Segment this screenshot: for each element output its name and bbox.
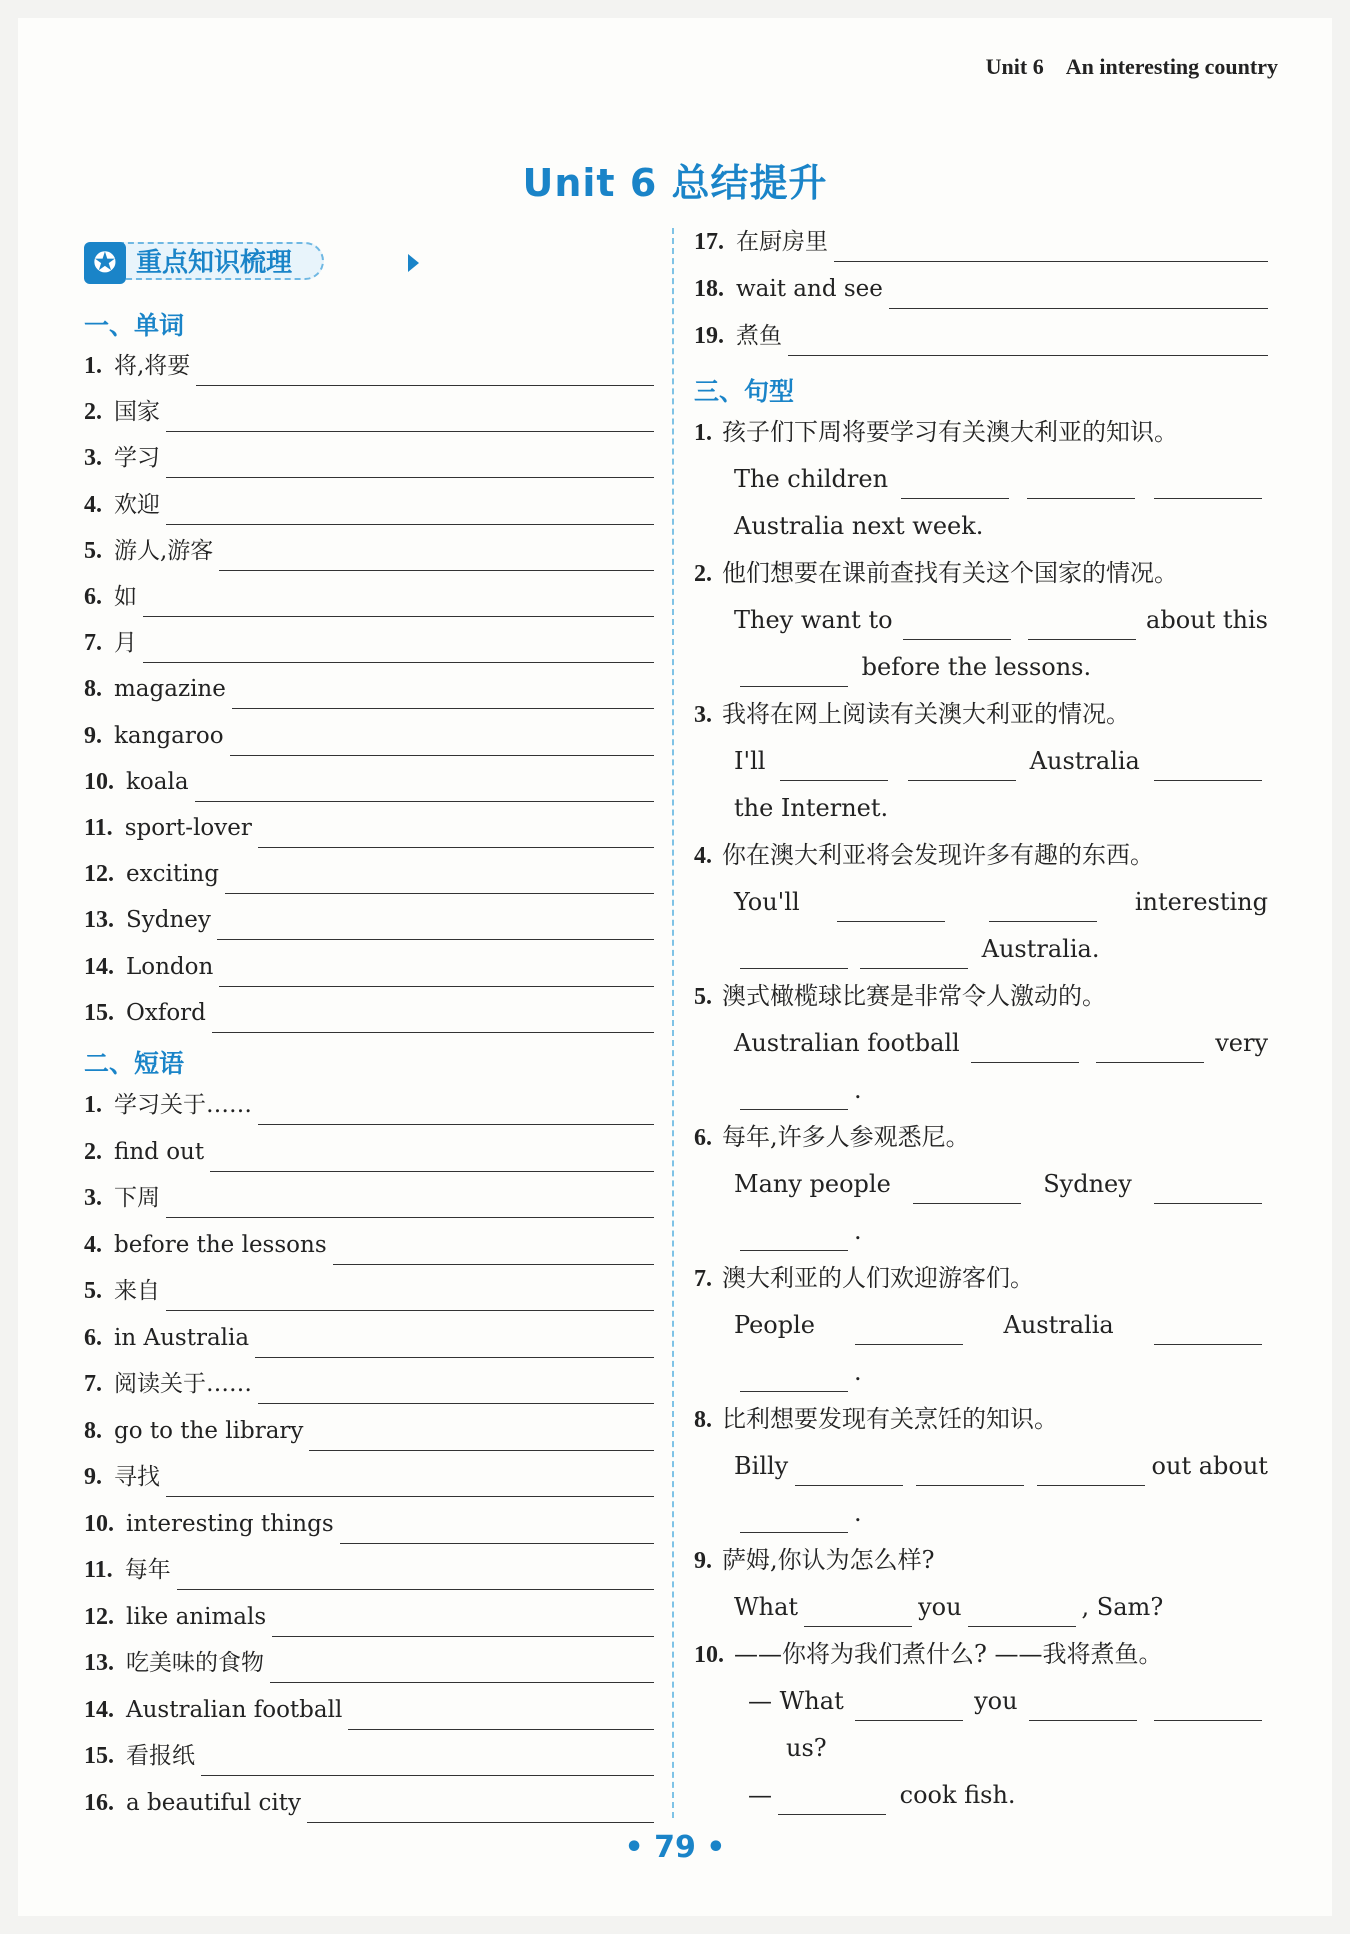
answer-blank[interactable] xyxy=(166,447,654,478)
page-title: Unit 6 总结提升 xyxy=(522,161,828,205)
fill-in-item xyxy=(84,1457,654,1497)
sentence-prompt: 澳式橄榄球比赛是非常令人激动的。 xyxy=(722,982,1106,1010)
answer-blank[interactable] xyxy=(143,632,654,663)
sentence-line xyxy=(694,1634,1163,1674)
answer-blank[interactable] xyxy=(255,1327,654,1358)
answer-blank[interactable] xyxy=(166,1466,654,1497)
answer-blank[interactable] xyxy=(212,1002,654,1033)
answer-blank[interactable] xyxy=(855,1692,963,1721)
sentence-line xyxy=(694,1540,935,1580)
item-number: 4. xyxy=(84,491,102,518)
sentence-text: You'll xyxy=(734,888,800,916)
answer-blank[interactable] xyxy=(855,1316,963,1345)
fill-in-item xyxy=(84,1271,654,1311)
answer-blank[interactable] xyxy=(270,1652,654,1683)
sentence-text: Australia xyxy=(1029,747,1140,775)
answer-blank[interactable] xyxy=(195,771,654,802)
sentence-text: . xyxy=(854,1358,862,1386)
item-number: 15. xyxy=(84,999,114,1026)
sentence-text: Many people xyxy=(734,1170,891,1198)
section-heading: 三、句型 xyxy=(694,377,795,406)
sentence-line xyxy=(734,1023,1268,1063)
answer-blank[interactable] xyxy=(834,231,1268,262)
fill-in-item xyxy=(84,577,654,617)
sentence-text: They want to xyxy=(734,606,893,634)
answer-blank[interactable] xyxy=(1037,1457,1145,1486)
item-prompt: 寻找 xyxy=(114,1464,160,1490)
answer-blank[interactable] xyxy=(916,1457,1024,1486)
item-prompt: go to the library xyxy=(114,1417,304,1444)
answer-blank[interactable] xyxy=(177,1559,654,1590)
item-prompt: magazine xyxy=(114,676,226,703)
fill-in-item xyxy=(84,1736,654,1776)
item-number: 10. xyxy=(84,768,114,795)
item-prompt: 来自 xyxy=(114,1278,160,1304)
item-number: 10. xyxy=(694,1642,724,1668)
answer-blank[interactable] xyxy=(740,1363,848,1392)
item-prompt: London xyxy=(126,953,214,980)
answer-blank[interactable] xyxy=(201,1745,654,1776)
sentence-line xyxy=(734,1587,1163,1627)
answer-blank[interactable] xyxy=(219,956,654,987)
sentence-line xyxy=(734,1305,1268,1345)
fill-in-item xyxy=(84,1085,654,1125)
answer-blank[interactable] xyxy=(1154,470,1262,499)
item-number: 12. xyxy=(84,1603,114,1630)
sentence-line xyxy=(734,459,1268,499)
item-prompt: before the lessons xyxy=(114,1231,327,1258)
item-number: 4. xyxy=(84,1231,102,1258)
item-prompt: sport-lover xyxy=(124,815,252,841)
fill-in-item xyxy=(84,485,654,525)
fill-in-item xyxy=(694,269,1268,309)
item-prompt: 如 xyxy=(114,584,137,610)
fill-in-item xyxy=(84,1318,654,1358)
sentence-text: The children xyxy=(734,465,889,493)
item-prompt: Sydney xyxy=(126,907,211,934)
sentence-text: interesting xyxy=(1134,888,1268,916)
item-number: 10. xyxy=(84,1510,114,1537)
fill-in-item xyxy=(84,808,654,848)
item-number: 3. xyxy=(84,1185,102,1211)
sentence-text: — What xyxy=(748,1687,844,1715)
answer-blank[interactable] xyxy=(1154,1692,1262,1721)
fill-in-item xyxy=(84,392,654,432)
fill-in-item xyxy=(84,669,654,709)
sentence-prompt: ——你将为我们煮什么? ——我将煮鱼。 xyxy=(734,1640,1163,1668)
item-prompt: like animals xyxy=(126,1603,267,1630)
item-prompt: 煮鱼 xyxy=(736,323,782,349)
sentence-line xyxy=(694,976,1106,1016)
sentence-text: Billy xyxy=(734,1452,789,1480)
answer-blank[interactable] xyxy=(1154,1175,1262,1204)
header-topic: An interesting country xyxy=(1065,54,1278,79)
item-prompt: koala xyxy=(126,768,189,795)
running-header xyxy=(986,54,1278,80)
sentence-line xyxy=(694,1399,1058,1439)
sentence-prompt: 比利想要发现有关烹饪的知识。 xyxy=(722,1405,1058,1433)
page-number: • 79 • xyxy=(624,1830,726,1865)
item-number: 15. xyxy=(84,1743,114,1769)
item-prompt: 欢迎 xyxy=(114,491,160,518)
sentence-line xyxy=(734,600,1268,640)
sentence-line xyxy=(694,694,1130,734)
fill-in-item xyxy=(84,1364,654,1404)
sentence-text: . xyxy=(854,1076,862,1104)
answer-blank[interactable] xyxy=(740,1504,848,1533)
fill-in-item xyxy=(84,993,654,1033)
answer-blank[interactable] xyxy=(804,1598,912,1627)
sentence-text: Australia xyxy=(1003,1311,1114,1339)
item-prompt: 学习关于…… xyxy=(114,1092,252,1118)
section-banner xyxy=(84,242,334,284)
item-number: 2. xyxy=(84,399,102,426)
answer-blank[interactable] xyxy=(258,817,654,848)
item-number: 5. xyxy=(694,984,712,1010)
section-heading: 二、短语 xyxy=(84,1049,185,1078)
answer-blank[interactable] xyxy=(788,325,1268,356)
sentence-prompt: 我将在网上阅读有关澳大利亚的情况。 xyxy=(722,700,1130,728)
item-prompt: 下周 xyxy=(114,1185,160,1211)
answer-blank[interactable] xyxy=(166,494,654,525)
fill-in-item xyxy=(84,1690,654,1730)
answer-blank[interactable] xyxy=(166,1187,654,1218)
item-prompt: wait and see xyxy=(736,276,883,302)
item-prompt: a beautiful city xyxy=(126,1789,301,1816)
answer-blank[interactable] xyxy=(989,893,1097,922)
sentence-prompt: 每年,许多人参观悉尼。 xyxy=(722,1123,970,1151)
answer-blank[interactable] xyxy=(740,940,848,969)
sentence-line xyxy=(734,1070,862,1110)
fill-in-item xyxy=(84,531,654,571)
sentence-line xyxy=(694,835,1154,875)
item-prompt: 看报纸 xyxy=(126,1743,195,1769)
answer-blank[interactable] xyxy=(1029,1692,1137,1721)
fill-in-item xyxy=(84,900,654,940)
item-number: 11. xyxy=(84,815,113,841)
item-number: 9. xyxy=(84,722,102,749)
item-prompt: 在厨房里 xyxy=(736,229,828,255)
answer-blank[interactable] xyxy=(230,725,654,756)
item-number: 12. xyxy=(84,861,114,888)
header-unit: Unit 6 xyxy=(985,54,1044,79)
answer-blank[interactable] xyxy=(837,893,945,922)
item-number: 3. xyxy=(694,702,712,728)
sentence-line xyxy=(734,506,983,546)
answer-blank[interactable] xyxy=(1028,611,1136,640)
item-number: 17. xyxy=(694,229,724,255)
item-number: 1. xyxy=(694,420,712,446)
item-number: 9. xyxy=(694,1548,712,1574)
item-number: 1. xyxy=(84,1092,102,1118)
item-prompt: 月 xyxy=(114,630,137,657)
answer-blank[interactable] xyxy=(778,1786,886,1815)
sentence-line xyxy=(734,882,1268,922)
answer-blank[interactable] xyxy=(901,470,1009,499)
answer-blank[interactable] xyxy=(740,658,848,687)
sentence-text: the Internet. xyxy=(734,794,889,822)
answer-blank[interactable] xyxy=(166,1280,654,1311)
fill-in-item xyxy=(694,222,1268,262)
sentence-line xyxy=(694,1258,1034,1298)
sentence-line xyxy=(734,1164,1268,1204)
item-number: 8. xyxy=(84,1417,102,1444)
answer-blank[interactable] xyxy=(143,586,654,617)
answer-blank[interactable] xyxy=(217,909,654,940)
fill-in-item xyxy=(84,1178,654,1218)
answer-blank[interactable] xyxy=(1096,1034,1204,1063)
fill-in-item xyxy=(84,1504,654,1544)
fill-in-item xyxy=(84,1550,654,1590)
item-number: 4. xyxy=(694,843,712,869)
item-number: 5. xyxy=(84,1278,102,1304)
item-number: 7. xyxy=(84,1371,102,1397)
sentence-prompt: 你在澳大利亚将会发现许多有趣的东西。 xyxy=(722,841,1154,869)
fill-in-item xyxy=(84,762,654,802)
sentence-text: you xyxy=(918,1593,962,1621)
item-number: 3. xyxy=(84,445,102,472)
sentence-text: — xyxy=(748,1781,772,1809)
sentence-line xyxy=(694,553,1178,593)
item-number: 18. xyxy=(694,276,724,302)
fill-in-item xyxy=(84,623,654,663)
sentence-line xyxy=(734,1446,1268,1486)
fill-in-item xyxy=(84,1411,654,1451)
fill-in-item xyxy=(694,316,1268,356)
answer-blank[interactable] xyxy=(740,1081,848,1110)
sentence-text: cook fish. xyxy=(892,1781,1016,1809)
sentence-prompt: 澳大利亚的人们欢迎游客们。 xyxy=(722,1264,1034,1292)
sentence-prompt: 孩子们下周将要学习有关澳大利亚的知识。 xyxy=(722,418,1178,446)
star-icon: ✪ xyxy=(84,242,126,284)
answer-blank[interactable] xyxy=(740,1222,848,1251)
fill-in-item xyxy=(84,1225,654,1265)
item-number: 8. xyxy=(694,1407,712,1433)
column-divider xyxy=(672,228,674,1818)
sentence-text: . xyxy=(854,1499,862,1527)
item-prompt: in Australia xyxy=(114,1324,250,1351)
item-prompt: Oxford xyxy=(126,999,206,1026)
item-number: 1. xyxy=(84,353,102,379)
fill-in-item xyxy=(84,1597,654,1637)
item-prompt: 游人,游客 xyxy=(114,537,214,564)
item-number: 7. xyxy=(694,1266,712,1292)
item-number: 2. xyxy=(694,561,712,587)
item-number: 14. xyxy=(84,953,114,980)
item-prompt: 学习 xyxy=(114,445,160,472)
sentence-line xyxy=(748,1681,1268,1721)
item-number: 19. xyxy=(694,323,724,349)
answer-blank[interactable] xyxy=(225,863,654,894)
sentence-text: out about xyxy=(1151,1452,1268,1480)
answer-blank[interactable] xyxy=(1027,470,1135,499)
sentence-line xyxy=(734,929,1099,969)
answer-blank[interactable] xyxy=(307,1792,654,1823)
answer-blank[interactable] xyxy=(913,1175,1021,1204)
sentence-text: I'll xyxy=(734,747,766,775)
item-prompt: kangaroo xyxy=(114,722,224,749)
item-prompt: 阅读关于…… xyxy=(114,1371,252,1397)
answer-blank[interactable] xyxy=(971,1034,1079,1063)
answer-blank[interactable] xyxy=(795,1457,903,1486)
fill-in-item xyxy=(84,716,654,756)
sentence-text: Sydney xyxy=(1043,1170,1132,1198)
item-prompt: interesting things xyxy=(126,1510,334,1537)
sentence-text: People xyxy=(734,1311,815,1339)
item-prompt: exciting xyxy=(126,861,219,888)
sentence-text: you xyxy=(974,1687,1018,1715)
item-prompt: find out xyxy=(114,1138,205,1165)
item-prompt: 将,将要 xyxy=(114,353,191,379)
arrow-right-icon xyxy=(408,254,419,272)
sentence-line xyxy=(734,1352,862,1392)
fill-in-item xyxy=(84,1643,654,1683)
item-number: 8. xyxy=(84,676,102,703)
item-number: 14. xyxy=(84,1696,114,1723)
sentence-text: before the lessons. xyxy=(854,653,1092,681)
answer-blank[interactable] xyxy=(210,1141,654,1172)
answer-blank[interactable] xyxy=(968,1598,1076,1627)
item-number: 6. xyxy=(84,584,102,610)
sentence-line xyxy=(734,647,1091,687)
sentence-line xyxy=(734,1211,862,1251)
fill-in-item xyxy=(84,1783,654,1823)
answer-blank[interactable] xyxy=(1154,752,1262,781)
answer-blank[interactable] xyxy=(258,1094,654,1125)
answer-blank[interactable] xyxy=(348,1699,654,1730)
sentence-line xyxy=(734,741,1268,781)
answer-blank[interactable] xyxy=(340,1513,654,1544)
answer-blank[interactable] xyxy=(903,611,1011,640)
item-prompt: 国家 xyxy=(114,399,160,426)
sentence-line xyxy=(734,1493,862,1533)
item-number: 6. xyxy=(84,1324,102,1351)
sentence-line xyxy=(694,1117,970,1157)
sentence-text: us? xyxy=(786,1734,827,1762)
answer-blank[interactable] xyxy=(258,1373,654,1404)
fill-in-item xyxy=(84,854,654,894)
sentence-prompt: 萨姆,你认为怎么样? xyxy=(722,1546,935,1574)
answer-blank[interactable] xyxy=(196,355,654,386)
answer-blank[interactable] xyxy=(889,278,1268,309)
sentence-line xyxy=(694,412,1178,452)
sentence-text: What xyxy=(734,1593,799,1621)
item-number: 5. xyxy=(84,537,102,564)
sentence-line xyxy=(748,1775,1016,1815)
item-number: 2. xyxy=(84,1138,102,1165)
item-number: 13. xyxy=(84,907,114,934)
answer-blank[interactable] xyxy=(219,540,654,571)
sentence-line xyxy=(786,1728,827,1768)
item-number: 6. xyxy=(694,1125,712,1151)
fill-in-item xyxy=(84,438,654,478)
sentence-line xyxy=(734,788,888,828)
item-number: 16. xyxy=(84,1789,114,1816)
item-prompt: 吃美味的食物 xyxy=(126,1650,264,1676)
sentence-text: very xyxy=(1215,1029,1268,1057)
item-number: 13. xyxy=(84,1650,114,1676)
fill-in-item xyxy=(84,947,654,987)
banner-label: 重点知识梳理 xyxy=(118,242,324,280)
fill-in-item xyxy=(84,346,654,386)
answer-blank[interactable] xyxy=(309,1420,654,1451)
item-prompt: 每年 xyxy=(124,1557,171,1583)
fill-in-item xyxy=(84,1132,654,1172)
answer-blank[interactable] xyxy=(166,401,654,432)
answer-blank[interactable] xyxy=(272,1606,654,1637)
answer-blank[interactable] xyxy=(908,752,1016,781)
section-heading: 一、单词 xyxy=(84,311,185,340)
answer-blank[interactable] xyxy=(780,752,888,781)
answer-blank[interactable] xyxy=(1154,1316,1262,1345)
answer-blank[interactable] xyxy=(333,1234,654,1265)
sentence-prompt: 他们想要在课前查找有关这个国家的情况。 xyxy=(722,559,1178,587)
sentence-text: Australia. xyxy=(974,935,1100,963)
item-prompt: Australian football xyxy=(126,1696,343,1723)
answer-blank[interactable] xyxy=(232,678,654,709)
sentence-text: Australia next week. xyxy=(734,512,984,540)
sentence-text: , Sam? xyxy=(1081,1593,1164,1621)
answer-blank[interactable] xyxy=(860,940,968,969)
item-number: 11. xyxy=(84,1557,113,1583)
item-number: 9. xyxy=(84,1464,102,1490)
sentence-text: . xyxy=(854,1217,862,1245)
sentence-text: about this xyxy=(1146,606,1268,634)
item-number: 7. xyxy=(84,630,102,657)
sentence-text: Australian football xyxy=(734,1029,960,1057)
